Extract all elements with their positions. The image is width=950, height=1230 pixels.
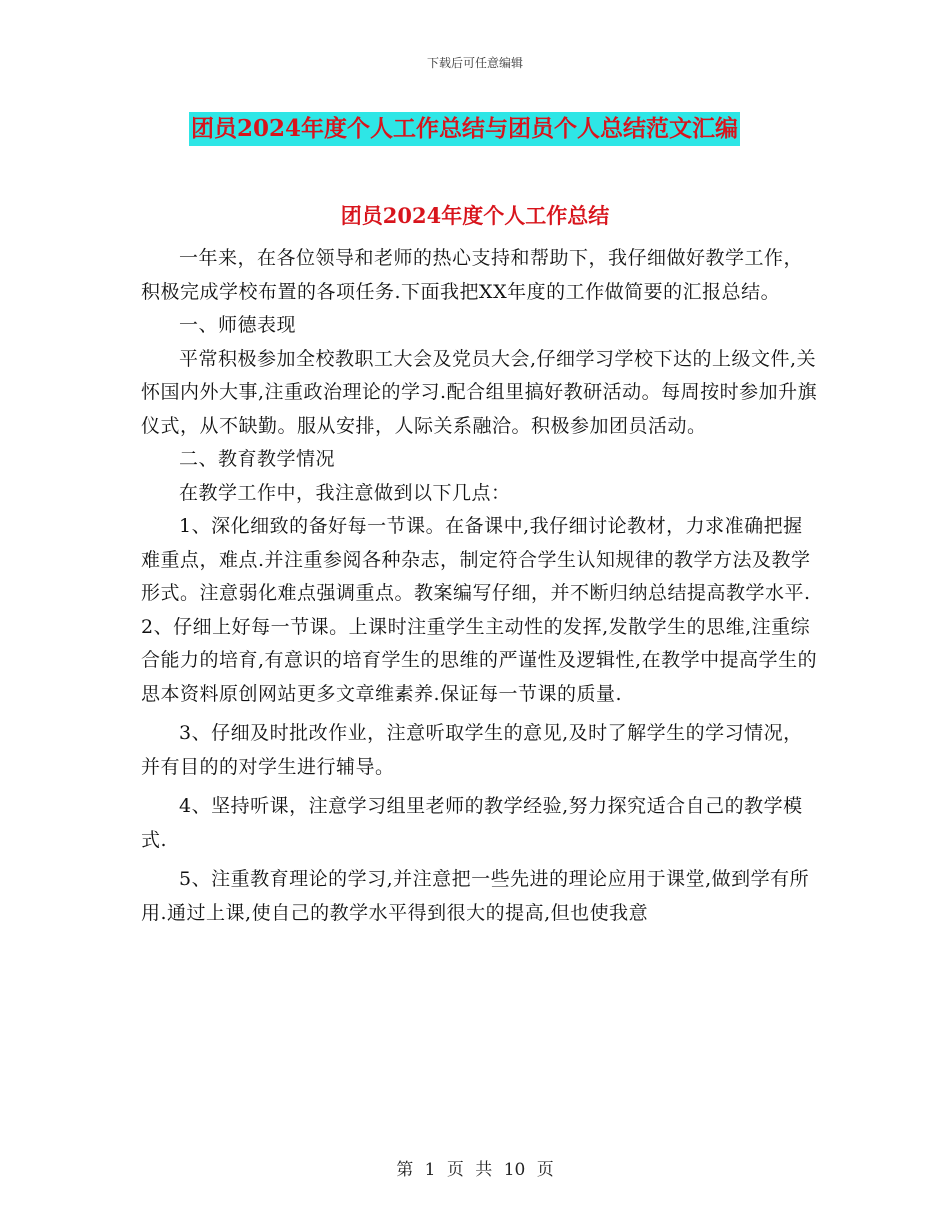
- header-note: 下载后可任意编辑: [426, 56, 523, 70]
- document-body: [141, 242, 889, 930]
- document-main-title: 团员2024年度个人工作总结与团员个人总结范文汇编: [189, 112, 740, 146]
- paragraph-point-1-2: 1、深化细致的备好每一节课。在备课中,我仔细讨论教材，力求准确把握难重点，难点.并注重参阅各种杂志，制定符合学生认知规律的教学方法及教学形式。注意弱化难点强调重点。教案编写仔细，并不断归纳总结提高教学水平. 2、仔细上好每一节课。上课时注重学生主动性的发挥,发散学生的思维,注重综合能力的培育,有意识的培育学生的思维的严谨性及逻辑性,在教学中提高学生的思本资料原创网站更多文章维素养.保证每一节课的质量.: [141, 515, 889, 705]
- paragraph-ethics: 平常积极参加全校教职工大会及党员大会,仔细学习学校下达的上级文件,关怀国内外大事,注重政治理论的学习.配合组里搞好教研活动。每周按时参加升旗仪式，从不缺勤。服从安排，人际关系融洽。积极参加团员活动。: [141, 347, 818, 437]
- paragraph-point-3: 3、仔细及时批改作业，注意听取学生的意见,及时了解学生的学习情况，并有目的的对学生进行辅导。: [141, 722, 803, 778]
- paragraph-point-4: 4、坚持听课，注意学习组里老师的教学经验,努力探究适合自己的教学模式.: [141, 795, 803, 851]
- paragraph-intro: 一年来，在各位领导和老师的热心支持和帮助下，我仔细做好教学工作，积极完成学校布置的各项任务.下面我把XX年度的工作做简要的汇报总结。: [141, 247, 804, 303]
- heading-teaching: 二、教育教学情况: [179, 448, 336, 470]
- page-footer: 第 1 页 共 10 页: [396, 1160, 554, 1180]
- heading-teacher-ethics: 一、师德表现: [179, 314, 297, 336]
- paragraph-point-5: 5、注重教育理论的学习,并注意把一些先进的理论应用于课堂,做到学有所用.通过上课,使自己的教学水平得到很大的提高,但也使我意: [141, 868, 810, 924]
- paragraph-teaching-intro: 在教学工作中，我注意做到以下几点：: [179, 481, 511, 504]
- section-title: 团员2024年度个人工作总结: [340, 203, 610, 228]
